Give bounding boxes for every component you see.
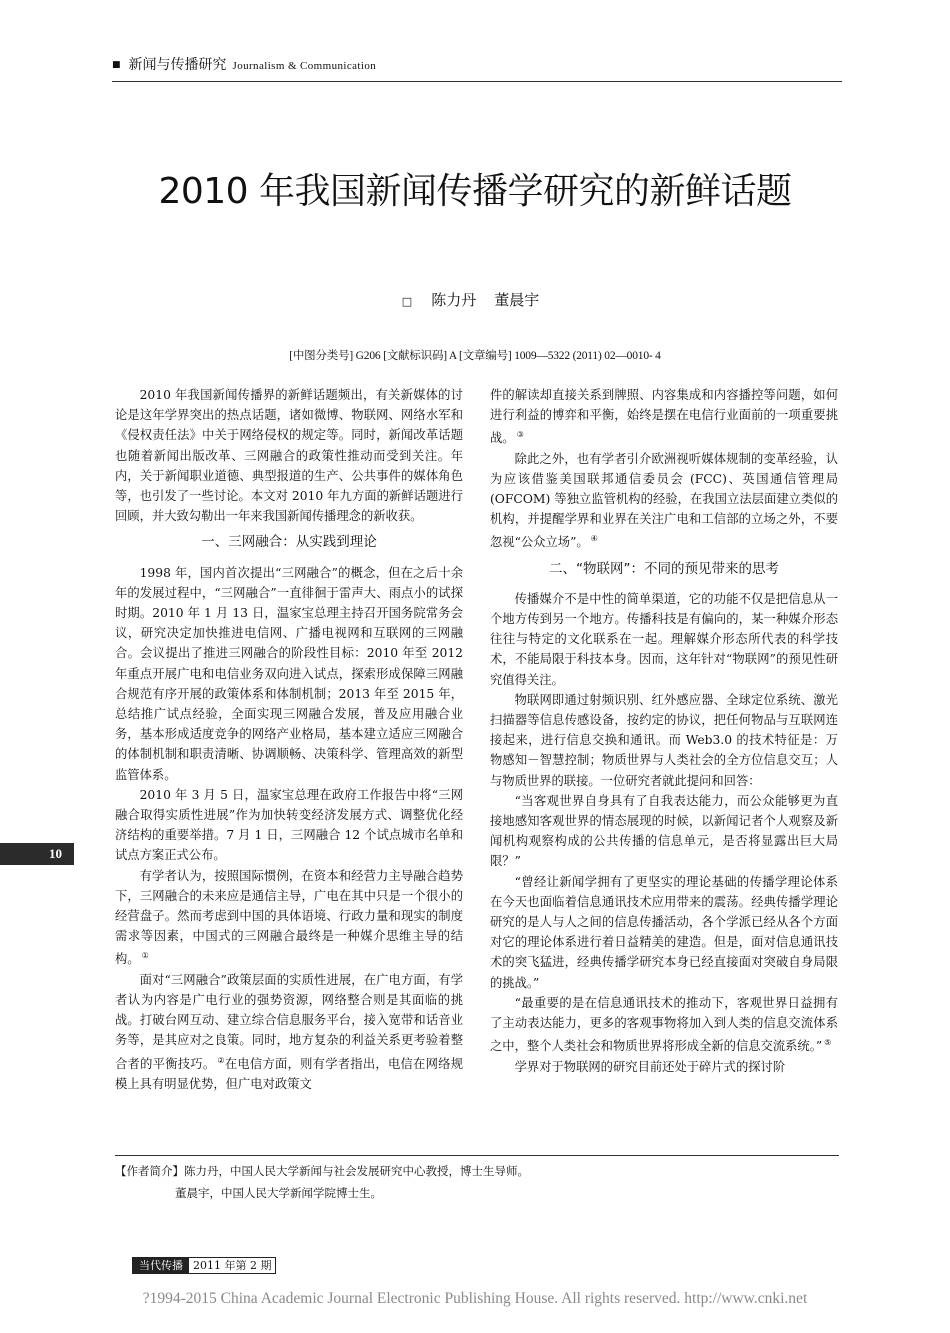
footnote-marker: ④: [590, 534, 598, 544]
body-paragraph: 1998 年，国内首次提出“三网融合”的概念，但在之后十余年的发展过程中，“三网融合”一直徘徊于雷声大、雨点小的试探时期。2010 年 1 月 13 日，温家宝总理主持召开国务院常务会议，研究决定加快推进电信网、广播电视网和互联网的三网融合。会议提出了推进三网融合的阶段性目标：2010 年至 2012 年重点开展广电和电信业务双向进入试点，探索形成保障三网融合规范有序开展的政策体系和体制机制；2013 年至 2015 年，总结推广试点经验，全面实现三网融合发展，普及应用融合业务，基本形成适度竞争的网络产业格局，基本建立适应三网融合的体制机制和职责清晰、协调顺畅、决策科学、管理高效的新型监管体系。: [115, 565, 463, 782]
intro-paragraph: 2010 年我国新闻传播界的新鲜话题频出，有关新媒体的讨论是这年学界突出的热点话题，诸如微博、物联网、网络水军和《侵权责任法》中关于网络侵权的规定等。同时，新闻改革话题也随着新闻出版改革、三网融合的政策性推动而受到关注。年内，关于新闻职业道德、典型报道的生产、公共事件的媒体角色等，也引发了一些讨论。本文对 2010 年九方面的新鲜话题进行回顾，并大致勾勒出一年来我国新闻传播理念的新收获。: [115, 388, 463, 524]
right-column: [490, 385, 838, 1077]
header-rule: [112, 81, 842, 82]
running-header: [112, 54, 376, 74]
body-paragraph: 物联网即通过射频识别、红外感应器、全球定位系统、激光扫描器等信息传感设备，按约定的协议，把任何物品与互联网连接起来，进行信息交换和通讯。而 Web3.0 的技术特征是：万物感知－智慧控制；物质世界与人类社会的全方位信息交互；人与物质世界的联接。一位研究者就此提问和回答：: [490, 692, 838, 788]
quote-paragraph: “当客观世界自身具有了自我表达能力，而公众能够更为直接地感知客观世界的情态展现的时候，以新闻记者个人观察及新闻机构观察构成的公共传播的信息单元，是否将显露出巨大局限？”: [490, 793, 838, 869]
header-square-icon: ■: [112, 60, 121, 70]
article-title: 2010 年我国新闻传播学研究的新鲜话题: [158, 171, 792, 212]
section-heading-1: 一、三网融合：从实践到理论: [201, 534, 377, 551]
author-note-line: 董晨宇，中国人民大学新闻学院博士生。: [175, 1186, 382, 1200]
author-line: [0, 289, 950, 310]
footnote-marker: ②: [217, 1055, 225, 1065]
footnote-marker: ⑤: [824, 1038, 832, 1048]
journal-issue: 2011 年第 2 期: [193, 1259, 272, 1272]
body-paragraph: 除此之外，也有学者引介欧洲视听媒体规制的变革经验，认为应该借鉴美国联邦通信委员会 (FCC)、英国通信管理局 (OFCOM) 等独立监管机构的经验，在我国立法层面建立类似的机构，并提醒学界和业界在关注广电和工信部的立场之外，不要忽视“公众立场”。 ④: [490, 451, 838, 550]
copyright-watermark: ?1994-2015 China Academic Journal Electronic Publishing House. All rights reserved. http://www.cnki.net: [142, 1290, 808, 1307]
footnote-rule: [115, 1155, 839, 1156]
author-name: 陈力丹: [431, 291, 477, 309]
body-paragraph: 面对“三网融合”政策层面的实质性进展，在广电方面，有学者认为内容是广电行业的强势资源，网络整合则是其面临的挑战。打破台网互动、建立综合信息服务平台，接入宽带和话音业务等，是其应对之良策。同时，地方复杂的利益关系更考验着整合者的平衡技巧。 ②在电信方面，则有学者指出，电信在网络规模上具有明显优势，但广电对政策文: [115, 972, 463, 1091]
journal-name: 当代传播: [133, 1258, 189, 1273]
body-paragraph: 有学者认为，按照国际惯例，在资本和经营力主导融合趋势下，三网融合的未来应是通信主导，广电在其中只是一个很小的经营盘子。然而考虑到中国的具体语境、行政力量和现实的制度需求等因素，中国式的三网融合最终是一种媒介思维主导的结构。 ①: [115, 868, 463, 967]
page-number-tab: 10: [0, 843, 74, 865]
section-heading-2: 二、“物联网”：不同的预见带来的思考: [549, 560, 779, 577]
classification-line: [中图分类号] G206 [文献标识码] A [文章编号] 1009—5322 (2011) 02—0010- 4: [289, 350, 661, 362]
journal-issue-label: [132, 1257, 276, 1274]
footnote-marker: ③: [516, 430, 524, 440]
body-paragraph: 件的解读却直接关系到牌照、内容集成和内容播控等问题，如何进行利益的博弈和平衡，始终是摆在电信行业面前的一项重要挑战。 ③: [490, 388, 838, 446]
journal-section-cn: 新闻与传播研究: [128, 57, 227, 73]
author-note: [115, 1160, 529, 1204]
left-column: [115, 385, 463, 1094]
body-paragraph: 传播媒介不是中性的简单渠道，它的功能不仅是把信息从一个地方传到另一个地方。传播科技是有偏向的，某一种媒介形态往往与特定的文化联系在一起。理解媒介形态所代表的科学技术，不能局限于科技本身。因而，这年针对“物联网”的预见性研究值得关注。: [490, 591, 838, 687]
journal-section-en: Journalism & Communication: [232, 60, 377, 72]
author-name: 董晨宇: [494, 291, 540, 309]
author-box-icon: □: [401, 295, 413, 308]
footnote-marker: ①: [141, 951, 149, 961]
body-paragraph: 2010 年 3 月 5 日，温家宝总理在政府工作报告中将“三网融合取得实质性进展”作为加快转变经济发展方式、调整优化经济结构的重要举措。7 月 1 日，三网融合 12 个试点城市名单和试点方案正式公布。: [115, 787, 463, 863]
body-paragraph: 学界对于物联网的研究目前还处于碎片式的探讨阶: [514, 1059, 786, 1074]
quote-paragraph: “曾经让新闻学拥有了更坚实的理论基础的传播学理论体系在今天也面临着信息通讯技术应用带来的震荡。经典传播学理论研究的是人与人之间的信息传播活动，各个学派已经从各个方面对它的理论体系进行着日益精美的建造。但是，面对信息通讯技术的突飞猛进，经典传播学研究本身已经直接面对突破自身局限的挑战。”: [490, 874, 838, 990]
quote-paragraph: “最重要的是在信息通讯技术的推动下，客观世界日益拥有了主动表达能力，更多的客观事物将加入到人类的信息交流体系之中，整个人类社会和物质世界将形成全新的信息交流系统。” ⑤: [490, 995, 838, 1054]
author-note-line: 【作者简介】陈力丹，中国人民大学新闻与社会发展研究中心教授，博士生导师。: [115, 1164, 529, 1178]
